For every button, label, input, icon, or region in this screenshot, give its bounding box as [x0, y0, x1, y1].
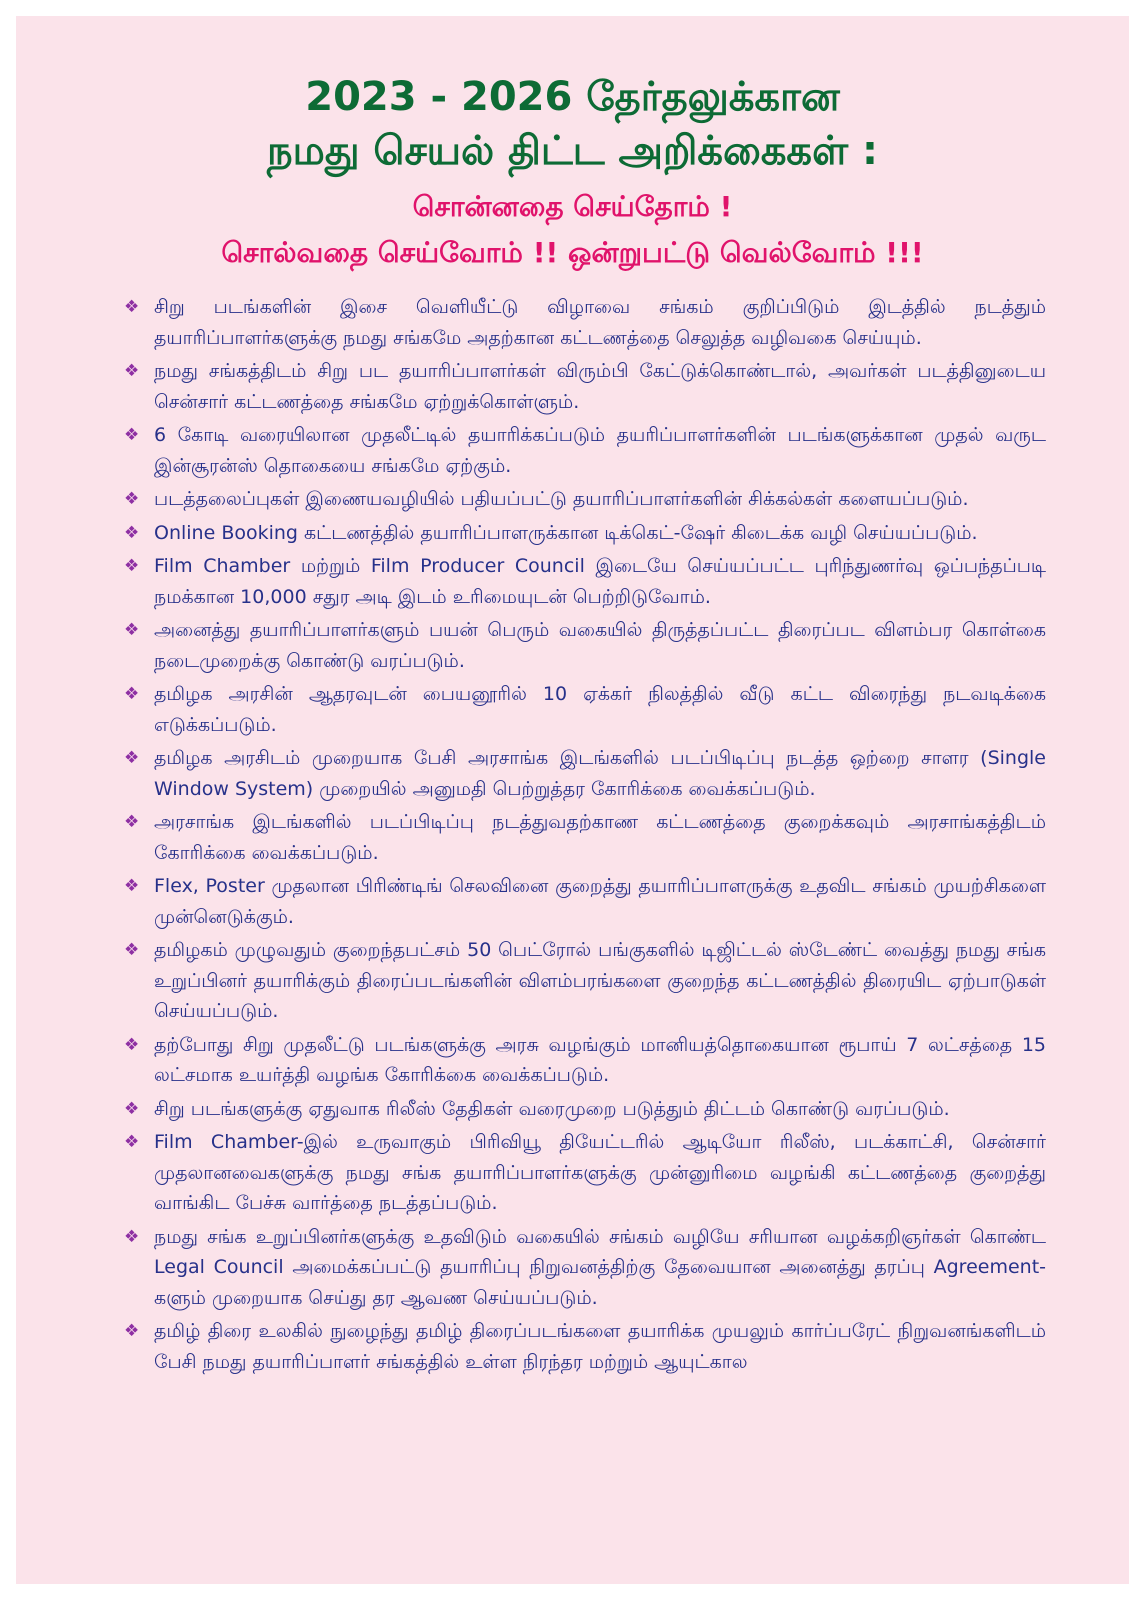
- list-item: [124, 1094, 1046, 1125]
- list-item: [124, 292, 1046, 353]
- list-item: [124, 935, 1046, 1027]
- list-item: [124, 484, 1046, 515]
- list-item-text: 6 கோடி வரையிலான முதலீட்டில் தயாரிக்கப்படும் தயரிப்பாளர்களின் படங்களுக்கான முதல் வருட இன்சூரன்ஸ் தொகையை சங்கமே ஏற்கும்.: [154, 424, 1046, 477]
- diamond-bullet-icon: ❖: [124, 1098, 140, 1119]
- list-item: [124, 1316, 1046, 1377]
- list-item-text: அரசாங்க இடங்களில் படப்பிடிப்பு நடத்துவதற்காண கட்டணத்தை குறைக்கவும் அரசாங்கத்திடம் கோரிக்கை வைக்கப்படும்.: [154, 811, 1046, 864]
- diamond-bullet-icon: ❖: [124, 297, 140, 317]
- diamond-bullet-icon: ❖: [124, 1226, 140, 1247]
- list-item-text: தமிழக அரசிடம் முறையாக பேசி அரசாங்க இடங்களில் படப்பிடிப்பு நடத்த ஒற்றை சாளர (Single Window System) முறையில் அனுமதி பெற்றுத்தர கோரிக்கை வைக்கப்படும்.: [154, 747, 1046, 800]
- list-item-text: படத்தலைப்புகள் இணையவழியில் பதியப்பட்டு தயாரிப்பாளர்களின் சிக்கல்கள் களையப்படும்.: [154, 488, 969, 510]
- manifesto-list: [16, 292, 1046, 1377]
- list-item-text: Flex, Poster முதலான பிரிண்டிங் செலவினை குறைத்து தயாரிப்பாளருக்கு உதவிட சங்கம் முயற்சிகளை முன்னெடுக்கும்.: [154, 875, 1046, 928]
- diamond-bullet-icon: ❖: [124, 556, 140, 576]
- list-item-text: நமது சங்க உறுப்பினர்களுக்கு உதவிடும் வகையில் சங்கம் வழியே சரியான வழக்கறிஞர்கள் கொண்ட Legal Council அமைக்கப்பட்டு தயாரிப்பு நிறுவனத்திற்கு தேவையான அனைத்து தரப்பு Agreement-களும் முறையாக செய்து தர ஆவண செய்யப்படும்.: [154, 1225, 1046, 1309]
- diamond-bullet-icon: ❖: [124, 940, 140, 960]
- list-item: [124, 743, 1046, 804]
- list-item: [124, 1127, 1046, 1219]
- diamond-bullet-icon: ❖: [124, 876, 140, 896]
- diamond-bullet-icon: ❖: [124, 1132, 140, 1152]
- diamond-bullet-icon: ❖: [124, 425, 140, 445]
- diamond-bullet-icon: ❖: [124, 522, 140, 543]
- title-line-1: 2023 - 2026 தேர்தலுக்கான: [305, 74, 840, 120]
- list-item-text: தமிழ் திரை உலகில் நுழைந்து தமிழ் திரைப்படங்களை தயாரிக்க முயலும் கார்ப்பரேட் நிறுவனங்களிடம் பேசி நமது தயாரிப்பாளர் சங்கத்தில் உள்ள நிரந்தர மற்றும் ஆயுட்கால: [154, 1320, 1046, 1373]
- list-item: [124, 1222, 1046, 1314]
- list-item-text: தமிழகம் முழுவதும் குறைந்தபட்சம் 50 பெட்ரோல் பங்குகளில் டிஜிட்டல் ஸ்டேண்ட் வைத்து நமது சங்க உறுப்பினர் தயாரிக்கும் திரைப்படங்களின் விளம்பரங்களை குறைந்த கட்டணத்தில் திரையிட ஏற்பாடுகள் செய்யப்படும்.: [154, 939, 1046, 1022]
- diamond-bullet-icon: ❖: [124, 1321, 140, 1341]
- list-item-text: Film Chamber-இல் உருவாகும் பிரிவியூ தியேட்டரில் ஆடியோ ரிலீஸ், படக்காட்சி, சென்சார் முதலானவைகளுக்கு நமது சங்க தயாரிப்பாளர்களுக்கு முன்னுரிமை வழங்கி கட்டணத்தை குறைத்து வாங்கிட பேச்சு வார்த்தை நடத்தப்படும்.: [154, 1131, 1046, 1214]
- diamond-bullet-icon: ❖: [124, 620, 140, 640]
- list-item: [124, 871, 1046, 932]
- list-item-text: நமது சங்கத்திடம் சிறு பட தயாரிப்பாளர்கள் விரும்பி கேட்டுக்கொண்டால், அவர்கள் படத்தினுடைய சென்சார் கட்டணத்தை சங்கமே ஏற்றுக்கொள்ளும்.: [154, 360, 1046, 413]
- list-item-text: சிறு படங்களுக்கு ஏதுவாக ரிலீஸ் தேதிகள் வரைமுறை படுத்தும் திட்டம் கொண்டு வரப்படும்.: [154, 1097, 950, 1120]
- list-item: [124, 420, 1046, 481]
- document-page: [16, 16, 1129, 1584]
- slogan-line-1: சொன்னதை செய்தோம் !: [412, 190, 733, 223]
- list-item: [124, 807, 1046, 868]
- diamond-bullet-icon: ❖: [124, 812, 140, 832]
- list-item: [124, 679, 1046, 740]
- diamond-bullet-icon: ❖: [124, 684, 140, 704]
- list-item-text: சிறு படங்களின் இசை வெளியீட்டு விழாவை சங்கம் குறிப்பிடும் இடத்தில் நடத்தும் தயாரிப்பாளர்களுக்கு நமது சங்கமே அதற்கான கட்டணத்தை செலுத்த வழிவகை செய்யும்.: [154, 296, 1046, 349]
- title-line-2: நமது செயல் திட்ட அறிக்கைகள் :: [266, 128, 879, 174]
- list-item: [124, 1030, 1046, 1091]
- diamond-bullet-icon: ❖: [124, 1034, 140, 1055]
- slogan-line-2: சொல்வதை செய்வோம் !! ஒன்றுபட்டு வெல்வோம் !!!: [221, 236, 924, 269]
- list-item-text: Film Chamber மற்றும் Film Producer Council இடையே செய்யப்பட்ட புரிந்துணர்வு ஒப்பந்தப்படி நமக்கான 10,000 சதுர அடி இடம் உரிமையுடன் பெற்றிடுவோம்.: [154, 555, 1046, 608]
- list-item: [124, 615, 1046, 676]
- diamond-bullet-icon: ❖: [124, 748, 140, 768]
- list-item-text: Online Booking கட்டணத்தில் தயாரிப்பாளருக்கான டிக்கெட்-ஷேர் கிடைக்க வழி செய்யப்படும்.: [154, 521, 978, 544]
- diamond-bullet-icon: ❖: [124, 361, 140, 381]
- list-item: [124, 518, 1046, 549]
- list-item-text: தமிழக அரசின் ஆதரவுடன் பையனூரில் 10 ஏக்கர் நிலத்தில் வீடு கட்ட விரைந்து நடவடிக்கை எடுக்கப்படும்.: [154, 683, 1046, 736]
- list-item: [124, 551, 1046, 612]
- page-title: [16, 70, 1129, 178]
- list-item-text: தற்போது சிறு முதலீட்டு படங்களுக்கு அரசு வழங்கும் மானியத்தொகையான ரூபாய் 7 லட்சத்தை 15 லட்சமாக உயர்த்தி வழங்க கோரிக்கை வைக்கப்படும்.: [154, 1033, 1046, 1086]
- list-item-text: அனைத்து தயாரிப்பாளர்களும் பயன் பெரும் வகையில் திருத்தப்பட்ட திரைப்பட விளம்பர கொள்கை நடைமுறைக்கு கொண்டு வரப்படும்.: [154, 619, 1046, 672]
- list-item: [124, 356, 1046, 417]
- diamond-bullet-icon: ❖: [124, 489, 140, 509]
